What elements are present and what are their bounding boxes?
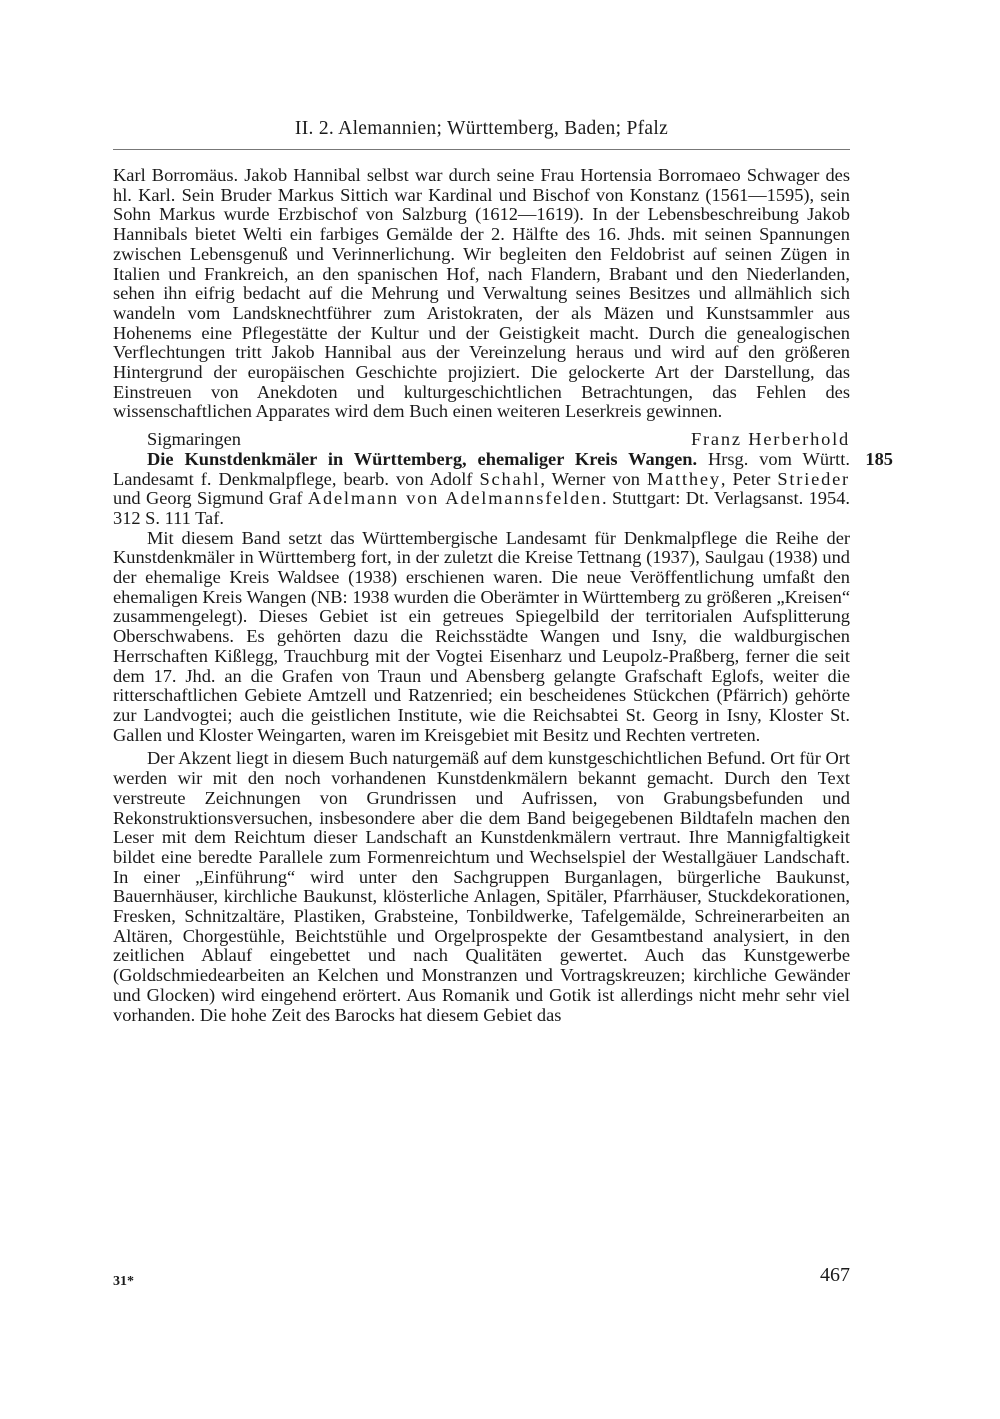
biblio-part-a: Hrsg. vom Württ. Landesamt f. Denkmalpflege, bearb. von Adolf [113,448,850,489]
review-paragraph-1: Mit diesem Band setzt das Württembergische Landesamt für Denkmalpflege die Reihe der Kunstdenkmäler in Württemberg fort, in der zuletzt die Kreise Tettnang (1937), Saulgau (1938) und der ehemalige Kreis Waldsee (1938) erschienen waren. Die neue Veröffentlichung umfaßt den ehemaligen Kreis Wangen (NB: 1938 wurden die Oberämter in Württemberg zu größeren „Kreisen“ zusammengelegt). Dieses Gebiet ist ein getreues Spiegelbild der territorialen Aufsplitterung Oberschwabens. Es gehörten dazu die Reichsstädte Wangen und Isny, die waldburgischen Herrschaften Kißlegg, Trauchburg mit der Vogtei Eisenharz und Leupolz-Praßberg, ferner die seit dem 17. Jhd. an die Grafen von Traun und Abensberg gelangte Grafschaft Eglofs, weiter die ritterschaftlichen Gebiete Amtzell und Ratzenried; ein bescheidenes Stückchen (Pfärrich) gehörte zur Landvogtei; auch die geistlichen Institute, wie die Reichsabtei St. Georg in Isny, Kloster St. Gallen und Kloster Weingarten, waren im Kreisgebiet mit Besitz und Rechten vertreten. [113,527,850,745]
reviewer-signature [113,430,850,450]
signature-reviewer: Franz Herberhold [690,429,850,450]
review-title: Die Kunstdenkmäler in Württemberg, ehemaliger Kreis Wangen. [147,448,698,469]
editor-name-4: Adelmann von Adelmannsfelden [307,488,602,509]
page-text [113,165,893,1025]
signature-mark: 31* [113,1274,134,1289]
book-page [113,0,893,1419]
signature-place: Sigmaringen [147,429,241,450]
header-rule [113,149,850,150]
biblio-part-b: , Werner von [540,468,647,489]
entry-number: 185 [865,448,893,469]
running-head: II. 2. Alemannien; Württemberg, Baden; Pfalz [294,118,669,139]
review-heading [113,448,893,529]
previous-review-paragraph: Karl Borromäus. Jakob Hannibal selbst war durch seine Frau Hortensia Borromaeo Schwager des hl. Karl. Sein Bruder Markus Sittich war Kardinal und Bischof von Konstanz (1561—1595), sein Sohn Markus wurde Erzbischof von Salzburg (1612—1619). In der Lebensbeschreibung Jakob Hannibals bietet Welti ein farbiges Gemälde der 2. Hälfte des 16. Jhds. mit seinen Spannungen zwischen Lebensgenuß und Verinnerlichung. Wir begleiten den Feldobrist auf seinen Zügen in Italien und Frankreich, an den spanischen Hof, nach Flandern, Brabant und den Niederlanden, sehen ihn eifrig bedacht auf die Mehrung und Verwaltung seines Besitzes und allmählich sich wandeln vom Landsknechtführer zum Aristokraten, der als Mäzen und Kunstsammler aus Hohenems eine Pflegestätte der Kultur und der Geistigkeit macht. Durch die genealogischen Verflechtungen tritt Jakob Hannibal aus der Vereinzelung heraus und wird auf den größeren Hintergrund der europäischen Geschichte projiziert. Die gelockerte Art der Darstellung, das Einstreuen von Anekdoten und kulturgeschichtlichen Betrachtungen, das Fehlen des wissenschaftlichen Apparates wird dem Buch einen weiteren Leserkreis gewinnen. [113,165,850,422]
biblio-part-c: , Peter [720,468,778,489]
editor-name-3: Strieder [777,468,850,489]
review-paragraph-2: Der Akzent liegt in diesem Buch naturgemäß auf dem kunstgeschichtlichen Befund. Ort für Ort werden wir mit den noch vorhandenen Kunstdenkmälern bekannt gemacht. Durch den Text verstreute Zeichnungen von Grundrissen und Aufrissen, von Grabungsbefunden und Rekonstruktionsversuchen, insbesondere aber die dem Band beigegebenen Bildtafeln machen den Leser mit dem Reichtum dieser Landschaft an Kunstdenkmälern vertraut. Ihre Mannigfaltigkeit bildet eine beredte Parallele zum Formenreichtum und Wechselspiel der Westallgäuer Landschaft. In einer „Einführung“ wird unter den Sachgruppen Burganlagen, bürgerliche Baukunst, Bauernhäuser, kirchliche Baukunst, klösterliche Anlagen, Spitäler, Pfarrhäuser, Stuckdekorationen, Fresken, Schnitzaltäre, Plastiken, Grabsteine, Tonbildwerke, Tafelgemälde, Schreinerarbeiten an Altären, Chorgestühle, Beichtstühle und Orgelprospekte der Gesamtbestand analysiert, in den zeitlichen Ablauf eingebettet und nach Qualitäten gewertet. Auch das Kunstgewerbe (Goldschmiedearbeiten an Kelchen und Monstranzen und Vortragskreuzen; kirchliche Gewänder und Glocken) wird eingehend erörtert. Aus Romanik und Gotik ist allerdings nicht mehr sehr viel vorhanden. Die hohe Zeit des Barocks hat diesem Gebiet das [113,748,850,1025]
biblio-part-e: . Stuttgart: Dt. Verlagsanst. 1954. 312 S. 111 Taf. [113,488,850,528]
editor-name-1: Schahl [479,468,541,489]
page-number: 467 [820,1264,850,1286]
biblio-part-d: und Georg Sigmund Graf [113,488,308,509]
editor-name-2: Matthey [647,468,721,489]
